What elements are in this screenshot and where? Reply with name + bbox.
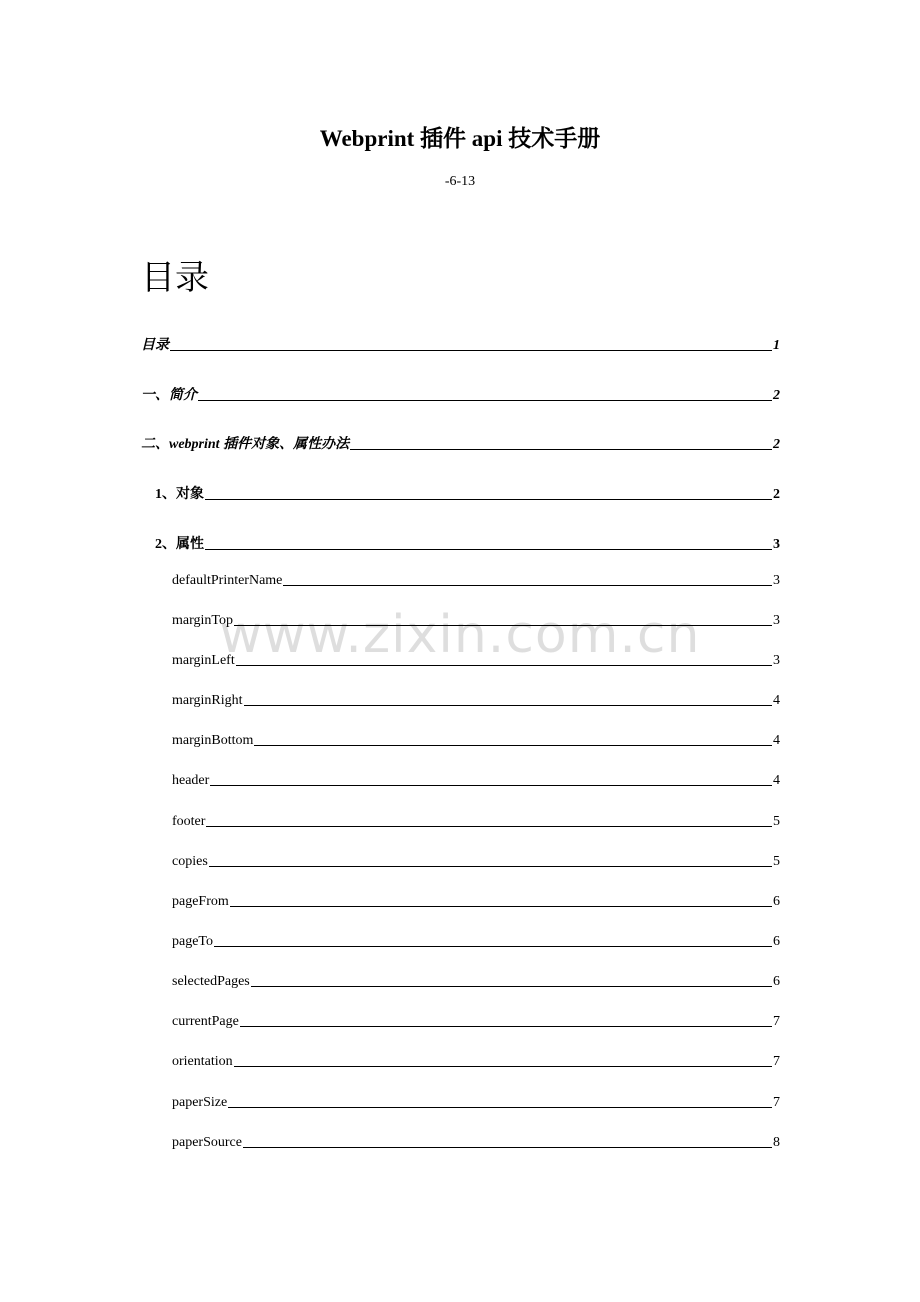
toc-entry-label: defaultPrinterName (172, 573, 283, 588)
toc-entry-currentpage[interactable] (172, 1014, 780, 1030)
toc-entry-orientation[interactable] (172, 1054, 780, 1070)
toc-leader-line (236, 665, 772, 666)
toc-leader-line (254, 745, 772, 746)
toc-page-number: 6 (773, 894, 780, 909)
watermark: www.zixin.com.cn (219, 605, 701, 665)
toc-entry-papersource[interactable] (172, 1135, 780, 1151)
toc-leader-line (251, 986, 772, 987)
toc-leader-line (214, 946, 772, 947)
document-title: Webprint 插件 api 技术手册 (319, 126, 601, 151)
toc-entry-marginright[interactable] (172, 693, 780, 709)
toc-page-number: 6 (773, 934, 780, 949)
toc-leader-line (243, 1147, 772, 1148)
toc-entry-contents[interactable] (141, 334, 780, 354)
toc-entry-label: orientation (172, 1054, 233, 1069)
toc-entry-label: 一、简介 (141, 388, 197, 403)
toc-entry-label: 二、webprint 插件对象、属性办法 (141, 437, 350, 452)
toc-entry-properties[interactable] (155, 533, 780, 553)
toc-entry-webprint-objects[interactable] (141, 433, 780, 453)
toc-entry-marginbottom[interactable] (172, 733, 780, 749)
toc-page-number: 2 (773, 388, 780, 403)
toc-leader-line (234, 1066, 772, 1067)
toc-entry-objects[interactable] (155, 483, 780, 503)
toc-entry-label: marginTop (172, 613, 233, 628)
toc-entry-label: copies (172, 854, 208, 869)
toc-entry-label: marginLeft (172, 653, 235, 668)
toc-leader-line (210, 785, 772, 786)
toc-entry-label: pageTo (172, 934, 214, 949)
toc-entry-label: 1、对象 (155, 487, 204, 502)
toc-page-number: 8 (773, 1135, 780, 1150)
toc-page-number: 5 (773, 814, 780, 829)
toc-leader-line (205, 549, 772, 550)
toc-page-number: 4 (773, 693, 780, 708)
toc-entry-pageto[interactable] (172, 934, 780, 950)
toc-leader-line (283, 585, 772, 586)
toc-page-number: 2 (773, 487, 780, 502)
toc-entry-label: 2、属性 (155, 537, 204, 552)
toc-page-number: 7 (773, 1095, 780, 1110)
toc-entry-label: header (172, 773, 210, 788)
toc-entry-papersize[interactable] (172, 1095, 780, 1111)
toc-page-number: 3 (773, 537, 780, 552)
toc-entry-label: pageFrom (172, 894, 229, 909)
toc-leader-line (234, 625, 772, 626)
toc-leader-line (230, 906, 772, 907)
toc-leader-line (170, 350, 772, 351)
toc-entry-marginleft[interactable] (172, 653, 780, 669)
toc-entry-label: paperSource (172, 1135, 242, 1150)
toc-page-number: 3 (773, 653, 780, 668)
toc-page-number: 5 (773, 854, 780, 869)
toc-leader-line (198, 400, 772, 401)
toc-leader-line (244, 705, 772, 706)
toc-entry-margintop[interactable] (172, 613, 780, 629)
toc-page-number: 7 (773, 1054, 780, 1069)
toc-leader-line (205, 499, 772, 500)
toc-entry-label: paperSize (172, 1095, 228, 1110)
toc-entry-label: 目录 (141, 338, 169, 353)
toc-entry-defaultprintername[interactable] (172, 573, 780, 589)
toc-heading: 目录 (141, 258, 209, 298)
toc-entry-intro[interactable] (141, 384, 780, 404)
toc-leader-line (228, 1107, 772, 1108)
toc-entry-label: currentPage (172, 1014, 239, 1029)
toc-page-number: 3 (773, 573, 780, 588)
toc-page-number: 1 (773, 338, 780, 353)
toc-page-number: 7 (773, 1014, 780, 1029)
toc-entry-copies[interactable] (172, 854, 780, 870)
toc-page-number: 3 (773, 613, 780, 628)
toc-entry-label: marginBottom (172, 733, 254, 748)
toc-leader-line (206, 826, 772, 827)
toc-entry-selectedpages[interactable] (172, 974, 780, 990)
toc-page-number: 6 (773, 974, 780, 989)
toc-entry-pagefrom[interactable] (172, 894, 780, 910)
toc-entry-footer[interactable] (172, 814, 780, 830)
document-date: -6-13 (444, 174, 476, 189)
toc-entry-label: marginRight (172, 693, 243, 708)
toc-leader-line (350, 449, 772, 450)
toc-leader-line (209, 866, 772, 867)
toc-leader-line (240, 1026, 772, 1027)
toc-page-number: 2 (773, 437, 780, 452)
toc-page-number: 4 (773, 773, 780, 788)
toc-entry-label: footer (172, 814, 206, 829)
toc-page-number: 4 (773, 733, 780, 748)
toc-entry-header[interactable] (172, 773, 780, 789)
toc-entry-label: selectedPages (172, 974, 250, 989)
